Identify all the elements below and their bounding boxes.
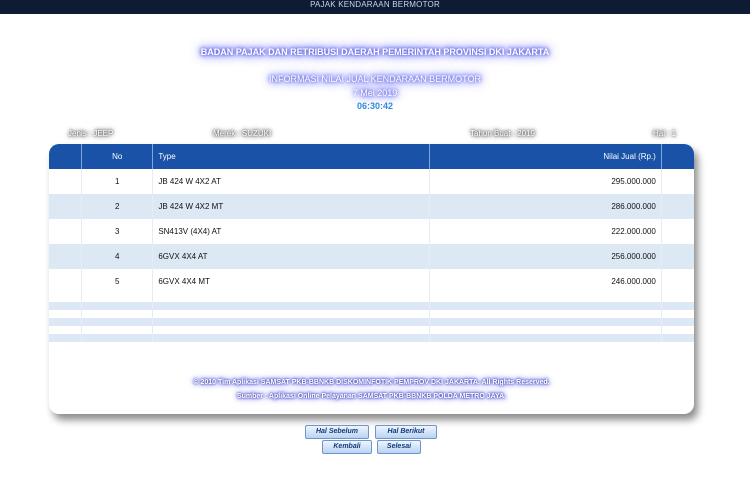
table-row	[49, 194, 694, 219]
row-type: 6GVX 4X4 MT	[153, 269, 430, 294]
header-no: No	[82, 144, 153, 169]
app-title: PAJAK KENDARAAN BERMOTOR	[310, 0, 440, 9]
price-table	[49, 144, 694, 342]
empty-row	[49, 318, 694, 326]
table-row	[49, 169, 694, 194]
source-text: Sumber : Aplikasi Online Pelayanan SAMSAT PKB-BBNKB POLDA METRO JAYA.	[236, 393, 507, 400]
meta-hal: Hal : 1	[653, 129, 677, 138]
row-type: SN413V (4X4) AT	[153, 219, 430, 244]
row-value: 286.000.000	[430, 194, 662, 219]
agency-heading: BADAN PAJAK DAN RETRIBUSI DAERAH PEMERINTAH PROVINSI DKI JAKARTA	[200, 47, 550, 57]
row-no: 3	[82, 219, 153, 244]
finish-button[interactable]: Selesai	[377, 440, 421, 454]
report-time: 06:30:42	[356, 101, 394, 111]
table-header-row	[49, 144, 694, 169]
results-panel	[49, 144, 694, 414]
panel-footer	[49, 376, 694, 404]
report-date: 7 Mei 2019	[352, 88, 398, 98]
row-type: JB 424 W 4X2 MT	[153, 194, 430, 219]
meta-jenis: Jenis : JEEP	[68, 129, 114, 138]
row-type: 6GVX 4X4 AT	[153, 244, 430, 269]
header-spacer-right	[661, 144, 694, 169]
header-type: Type	[153, 144, 430, 169]
row-no: 2	[82, 194, 153, 219]
table-row	[49, 219, 694, 244]
report-subtitle: INFORMASI NILAI JUAL KENDARAAN BERMOTOR	[268, 74, 482, 84]
row-no: 5	[82, 269, 153, 294]
table-row	[49, 269, 694, 294]
meta-tahun: Tahun Buat : 2019	[470, 129, 535, 138]
meta-merek: Merek : SUZUKI	[213, 129, 272, 138]
empty-row	[49, 302, 694, 310]
next-page-button[interactable]: Hal Berikut	[375, 425, 437, 439]
row-value: 256.000.000	[430, 244, 662, 269]
row-value: 246.000.000	[430, 269, 662, 294]
row-value: 295.000.000	[430, 169, 662, 194]
copyright-text: © 2010 Tim Aplikasi SAMSAT PKB-BBNKB DISKOMINFOTIK PEMPROV DKI JAKARTA. All Rights Reserved.	[193, 379, 550, 386]
empty-row	[49, 334, 694, 342]
table-row	[49, 244, 694, 269]
header-value: Nilai Jual (Rp.)	[430, 144, 662, 169]
header-spacer-left	[49, 144, 82, 169]
row-type: JB 424 W 4X2 AT	[153, 169, 430, 194]
prev-page-button[interactable]: Hal Sebelum	[305, 425, 369, 439]
row-no: 1	[82, 169, 153, 194]
back-button[interactable]: Kembali	[322, 440, 372, 454]
row-value: 222.000.000	[430, 219, 662, 244]
top-bar	[0, 0, 750, 14]
row-no: 4	[82, 244, 153, 269]
